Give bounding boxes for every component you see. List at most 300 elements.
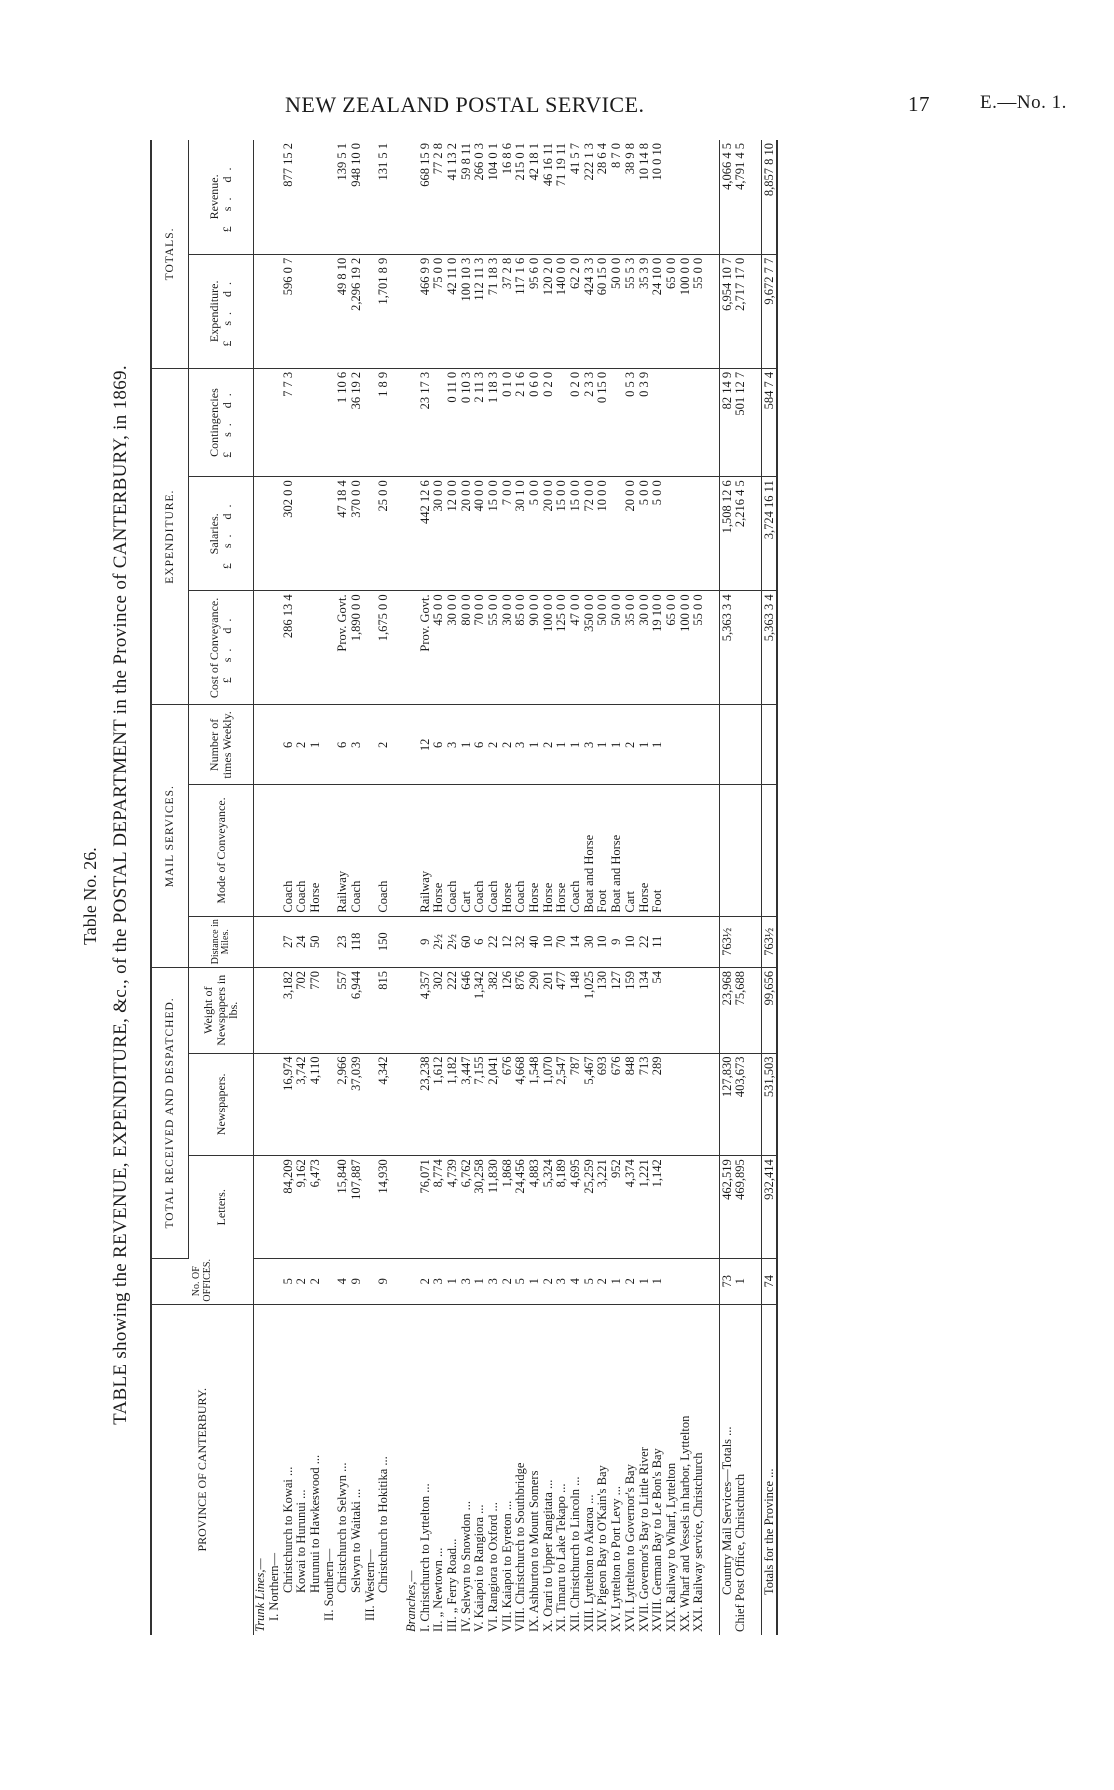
salaries-cell: 5 0 0 [528,477,542,591]
newspapers-cell [678,1053,692,1156]
salaries-cell: 25 0 0 [377,477,391,591]
cost-cell: 100 0 0 [678,591,692,705]
contingencies-cell: 2 3 3 [583,368,597,476]
letters-header: Letters. [189,1156,254,1259]
salaries-cell: 1,508 12 6 [720,477,734,591]
row-name: Selwyn to Waitaki ... [349,1488,364,1593]
salaries-cell: 12 0 0 [446,477,460,591]
row-name: Country Mail Services—Totals ... [720,1304,734,1635]
letters-cell: 107,887 [350,1156,364,1259]
cost-cell: 55 0 0 [487,591,501,705]
mode-cell: Horse [500,785,514,916]
cost-cell: 47 0 0 [569,591,583,705]
distance-cell: 32 [514,916,528,967]
revenue-cell: 42 18 1 [528,140,542,254]
offices-cell: 2 [309,1258,323,1304]
revenue-cell: 215 0 1 [514,140,528,254]
table-row [692,140,706,1635]
newspapers-cell [405,1053,419,1156]
expenditure-cell: 95 6 0 [528,254,542,368]
salaries-cell: 10 0 0 [596,477,610,591]
mode-cell [322,785,336,916]
newspapers-cell [322,1053,336,1156]
offices-cell [364,1258,378,1304]
newspapers-cell: 4,110 [309,1053,323,1156]
salaries-cell: 7 0 0 [500,477,514,591]
offices-cell: 9 [377,1258,391,1304]
newspapers-cell: 787 [569,1053,583,1156]
revenue-cell: 59 8 11 [459,140,473,254]
salaries-cell: 20 0 0 [459,477,473,591]
expenditure-cell [254,254,268,368]
times-cell: 1 [459,705,473,785]
table-row [432,140,446,1635]
letters-cell [364,1156,378,1259]
expenditure-cell: 2,717 17 0 [734,254,748,368]
newspapers-cell: 3,742 [295,1053,309,1156]
revenue-cell: 10 14 8 [637,140,651,254]
newspapers-cell: 713 [637,1053,651,1156]
table-row [405,140,419,1635]
contingencies-cell [748,368,762,476]
table-row [322,140,336,1635]
letters-cell: 25,259 [583,1156,597,1259]
contingencies-cell: 2 1 6 [514,368,528,476]
salaries-cell: 72 0 0 [583,477,597,591]
expenditure-cell [706,254,720,368]
weight-cell: 23,968 [720,967,734,1053]
province-header: PROVINCE OF CANTERBURY. [151,1304,254,1635]
offices-cell: 1 [734,1258,748,1304]
row-name: VI. Rangiora to Oxford ... [485,1502,500,1632]
newspapers-cell: 2,041 [487,1053,501,1156]
cost-cell: 50 0 0 [610,591,624,705]
letters-cell [706,1156,720,1259]
weight-cell: 6,944 [350,967,364,1053]
times-cell: 12 [418,705,432,785]
weight-cell: 646 [459,967,473,1053]
revenue-cell [295,140,309,254]
cost-cell: 1,675 0 0 [377,591,391,705]
times-header: Number of times Weekly. [189,705,254,785]
distance-cell [692,916,706,967]
revenue-cell: 38 9 8 [624,140,638,254]
distance-cell [734,916,748,967]
salaries-cell: 47 18 4 [336,477,350,591]
table-row [734,140,748,1635]
weight-cell [748,967,762,1053]
cost-cell: 125 0 0 [555,591,569,705]
distance-cell [748,916,762,967]
offices-cell: 1 [446,1258,460,1304]
contingencies-cell: 0 10 3 [459,368,473,476]
mode-cell: Horse [432,785,446,916]
mode-cell: Horse [637,785,651,916]
times-cell: 1 [610,705,624,785]
salaries-cell [665,477,679,591]
table-row [459,140,473,1635]
revenue-cell [692,140,706,254]
mode-cell: Coach [281,785,295,916]
times-cell: 3 [446,705,460,785]
row-name: II. Southern— [321,1548,336,1621]
offices-cell: 2 [541,1258,555,1304]
distance-cell [706,916,720,967]
table-row [281,140,295,1635]
cost-cell: 50 0 0 [596,591,610,705]
expenditure-cell: 62 2 0 [569,254,583,368]
salaries-cell [254,477,268,591]
expenditure-cell: 60 15 0 [596,254,610,368]
revenue-cell: 139 5 1 [336,140,350,254]
letters-cell: 24,456 [514,1156,528,1259]
letters-cell: 30,258 [473,1156,487,1259]
weight-cell: 4,357 [418,967,432,1053]
table-row [541,140,555,1635]
salaries-cell: 302 0 0 [281,477,295,591]
letters-cell [268,1156,282,1259]
newspapers-cell: 531,503 [762,1053,777,1156]
contingencies-cell [295,368,309,476]
row-name [706,1304,720,1635]
revenue-cell: 16 8 6 [500,140,514,254]
offices-cell: 74 [762,1258,777,1304]
expenditure-cell: 424 3 3 [583,254,597,368]
weight-cell: 1,342 [473,967,487,1053]
revenue-cell [748,140,762,254]
newspapers-cell: 693 [596,1053,610,1156]
mode-cell [268,785,282,916]
table-row [377,140,391,1635]
revenue-cell [678,140,692,254]
expenditure-cell: 466 9 9 [418,254,432,368]
contingencies-cell: 82 14 9 [720,368,734,476]
letters-cell: 76,071 [418,1156,432,1259]
newspapers-cell [391,1053,405,1156]
revenue-cell: 28 6 4 [596,140,610,254]
weight-cell: 815 [377,967,391,1053]
letters-cell: 932,414 [762,1156,777,1259]
salaries-cell: 3,724 16 11 [762,477,777,591]
expenditure-cell [268,254,282,368]
cost-cell: 30 0 0 [446,591,460,705]
expenditure-cell: 6,954 10 7 [720,254,734,368]
salaries-cell: 370 0 0 [350,477,364,591]
cost-cell [748,591,762,705]
revenue-cell [254,140,268,254]
contingencies-cell [405,368,419,476]
contingencies-cell [610,368,624,476]
contingencies-cell [268,368,282,476]
distance-cell: 150 [377,916,391,967]
letters-cell [322,1156,336,1259]
expenditure-cell: 9,672 7 7 [762,254,777,368]
times-cell: 2 [541,705,555,785]
mode-cell [692,785,706,916]
table-row [528,140,542,1635]
row-name: XIX. Railway to Wharf, Lyttelton [663,1462,678,1632]
expenditure-cell: 2,296 19 2 [350,254,364,368]
newspapers-cell: 289 [651,1053,665,1156]
offices-cell: 1 [473,1258,487,1304]
table-row [514,140,528,1635]
row-name: Totals for the Province ... [762,1304,777,1635]
cost-cell: 70 0 0 [473,591,487,705]
newspapers-cell: 37,039 [350,1053,364,1156]
mode-cell [748,785,762,916]
expenditure-cell [364,254,378,368]
times-cell [665,705,679,785]
revenue-cell [665,140,679,254]
offices-cell [322,1258,336,1304]
postal-revenue-table [150,140,778,1635]
weight-cell: 159 [624,967,638,1053]
table-row [706,140,720,1635]
times-cell [322,705,336,785]
expenditure-cell: 1,701 8 9 [377,254,391,368]
revenue-cell: 948 10 0 [350,140,364,254]
distance-cell: 2½ [446,916,460,967]
distance-cell: 22 [637,916,651,967]
revenue-cell [268,140,282,254]
expenditure-cell [295,254,309,368]
contingencies-cell [678,368,692,476]
table-row [446,140,460,1635]
distance-cell [364,916,378,967]
contingencies-cell: 1 18 3 [487,368,501,476]
revenue-cell: 8 7 0 [610,140,624,254]
newspapers-cell: 23,238 [418,1053,432,1156]
times-cell [748,705,762,785]
weight-cell: 222 [446,967,460,1053]
mode-cell [405,785,419,916]
letters-cell: 462,519 [720,1156,734,1259]
cost-cell: 35 0 0 [624,591,638,705]
contingencies-cell [432,368,446,476]
cost-cell: 350 0 0 [583,591,597,705]
distance-cell [322,916,336,967]
times-cell: 1 [528,705,542,785]
offices-cell [665,1258,679,1304]
cost-cell [322,591,336,705]
cost-cell: 5,363 3 4 [720,591,734,705]
expenditure-cell: 49 8 10 [336,254,350,368]
contingencies-cell [555,368,569,476]
distance-cell: 9 [418,916,432,967]
distance-cell: 30 [583,916,597,967]
row-name: V. Kaiapoi to Rangiora ... [472,1504,487,1632]
cost-cell [391,591,405,705]
newspapers-cell: 127,830 [720,1053,734,1156]
offices-cell [692,1258,706,1304]
offices-cell: 3 [432,1258,446,1304]
row-name: VII. Kaiapoi to Eyreton ... [499,1500,514,1632]
row-name: I. Northern— [266,1552,281,1621]
newspapers-cell: 7,155 [473,1053,487,1156]
row-name: III. „ Ferry Road... [444,1538,459,1632]
offices-cell: 2 [295,1258,309,1304]
distance-cell: 11 [651,916,665,967]
running-title: NEW ZEALAND POSTAL SERVICE. [285,92,645,117]
cost-cell: 1,890 0 0 [350,591,364,705]
newspapers-cell: 16,974 [281,1053,295,1156]
revenue-cell [309,140,323,254]
newspapers-cell [254,1053,268,1156]
row-name: VIII. Christchurch to Southbridge [513,1462,528,1632]
weight-cell [254,967,268,1053]
expenditure-cell: 35 3 9 [637,254,651,368]
salaries-cell: 5 0 0 [651,477,665,591]
distance-cell: 27 [281,916,295,967]
mode-cell: Horse [555,785,569,916]
cost-cell: 85 0 0 [514,591,528,705]
weight-cell: 148 [569,967,583,1053]
newspapers-cell [268,1053,282,1156]
expenditure-cell [748,254,762,368]
weight-cell: 134 [637,967,651,1053]
contingencies-cell [692,368,706,476]
contingencies-cell: 584 7 4 [762,368,777,476]
row-name: X. Orari to Upper Rangitata ... [540,1479,555,1632]
table-row [624,140,638,1635]
weight-cell: 126 [500,967,514,1053]
times-cell: 2 [487,705,501,785]
expenditure-cell: 55 0 0 [692,254,706,368]
salaries-cell [405,477,419,591]
weight-cell: 702 [295,967,309,1053]
offices-cell [391,1258,405,1304]
table-row [268,140,282,1635]
distance-cell: 22 [487,916,501,967]
contingencies-cell: 0 2 0 [569,368,583,476]
row-name: XIV. Pigeon Bay to O'Kain's Bay [595,1465,610,1632]
times-cell: 1 [637,705,651,785]
mode-cell: Horse [309,785,323,916]
expenditure-cell: 596 0 7 [281,254,295,368]
letters-cell: 5,324 [541,1156,555,1259]
salaries-cell: 15 0 0 [487,477,501,591]
mode-cell: Boat and Horse [583,785,597,916]
letters-cell: 469,895 [734,1156,748,1259]
salaries-cell: 20 0 0 [541,477,555,591]
weight-cell [665,967,679,1053]
table-row [418,140,432,1635]
row-name: I. Christchurch to Lyttelton ... [417,1483,432,1632]
salaries-cell [706,477,720,591]
letters-cell [748,1156,762,1259]
contingencies-cell [706,368,720,476]
expenditure-total-header: Expenditure. £ s. d. [189,254,254,368]
revenue-cell [706,140,720,254]
newspapers-cell: 4,342 [377,1053,391,1156]
distance-header: Distance in Miles. [189,916,254,967]
salaries-cell [610,477,624,591]
weight-cell: 3,182 [281,967,295,1053]
offices-cell: 5 [583,1258,597,1304]
cost-cell: 90 0 0 [528,591,542,705]
times-cell [734,705,748,785]
letters-cell [665,1156,679,1259]
totals-group-header: TOTALS. [151,140,189,368]
weight-cell: 99,656 [762,967,777,1053]
cost-cell: 286 13 4 [281,591,295,705]
revenue-cell: 71 19 11 [555,140,569,254]
offices-cell: 3 [487,1258,501,1304]
revenue-cell: 222 1 3 [583,140,597,254]
table-row [364,140,378,1635]
offices-cell [748,1258,762,1304]
offices-cell: 9 [350,1258,364,1304]
salaries-cell: 442 12 6 [418,477,432,591]
salaries-cell: 30 1 0 [514,477,528,591]
table-row [295,140,309,1635]
expenditure-cell [391,254,405,368]
offices-cell: 3 [555,1258,569,1304]
cost-cell: 80 0 0 [459,591,473,705]
times-cell [268,705,282,785]
page-number: 17 [908,92,930,116]
mode-cell: Cart [459,785,473,916]
document-reference: E.—No. 1. [980,92,1067,113]
times-cell [762,705,777,785]
cost-cell: Prov. Govt. [418,591,432,705]
mode-cell [706,785,720,916]
weight-cell: 1,025 [583,967,597,1053]
expenditure-cell: 120 2 0 [541,254,555,368]
revenue-cell: 4,791 4 5 [734,140,748,254]
newspapers-cell [364,1053,378,1156]
weight-cell: 75,688 [734,967,748,1053]
times-cell [254,705,268,785]
times-cell: 1 [309,705,323,785]
distance-cell: 763½ [720,916,734,967]
contingencies-cell: 0 15 0 [596,368,610,476]
mode-cell [665,785,679,916]
row-name: Branches,— [403,1570,418,1632]
offices-cell [678,1258,692,1304]
row-name: XI. Timaru to Lake Tekapo ... [554,1483,569,1632]
offices-cell: 2 [418,1258,432,1304]
times-cell [678,705,692,785]
newspapers-cell: 1,070 [541,1053,555,1156]
cost-cell: 5,363 3 4 [762,591,777,705]
times-cell: 6 [281,705,295,785]
table-row [309,140,323,1635]
times-cell [364,705,378,785]
offices-cell [706,1258,720,1304]
offices-cell: 1 [610,1258,624,1304]
cost-cell: 55 0 0 [692,591,706,705]
revenue-cell: 8,857 8 10 [762,140,777,254]
newspapers-cell [748,1053,762,1156]
row-name: III. Western— [362,1549,377,1621]
table-row [336,140,350,1635]
cost-cell: 19 10 0 [651,591,665,705]
table-body [254,140,778,1635]
mode-cell: Horse [541,785,555,916]
offices-cell [254,1258,268,1304]
revenue-cell: 668 15 9 [418,140,432,254]
mode-cell: Railway [418,785,432,916]
salaries-cell: 15 0 0 [569,477,583,591]
salaries-cell: 40 0 0 [473,477,487,591]
table-row [583,140,597,1635]
distance-cell: 10 [541,916,555,967]
weight-cell: 382 [487,967,501,1053]
row-name: Christchurch to Kowai ... [280,1466,295,1593]
contingencies-cell: 36 19 2 [350,368,364,476]
letters-cell: 6,473 [309,1156,323,1259]
